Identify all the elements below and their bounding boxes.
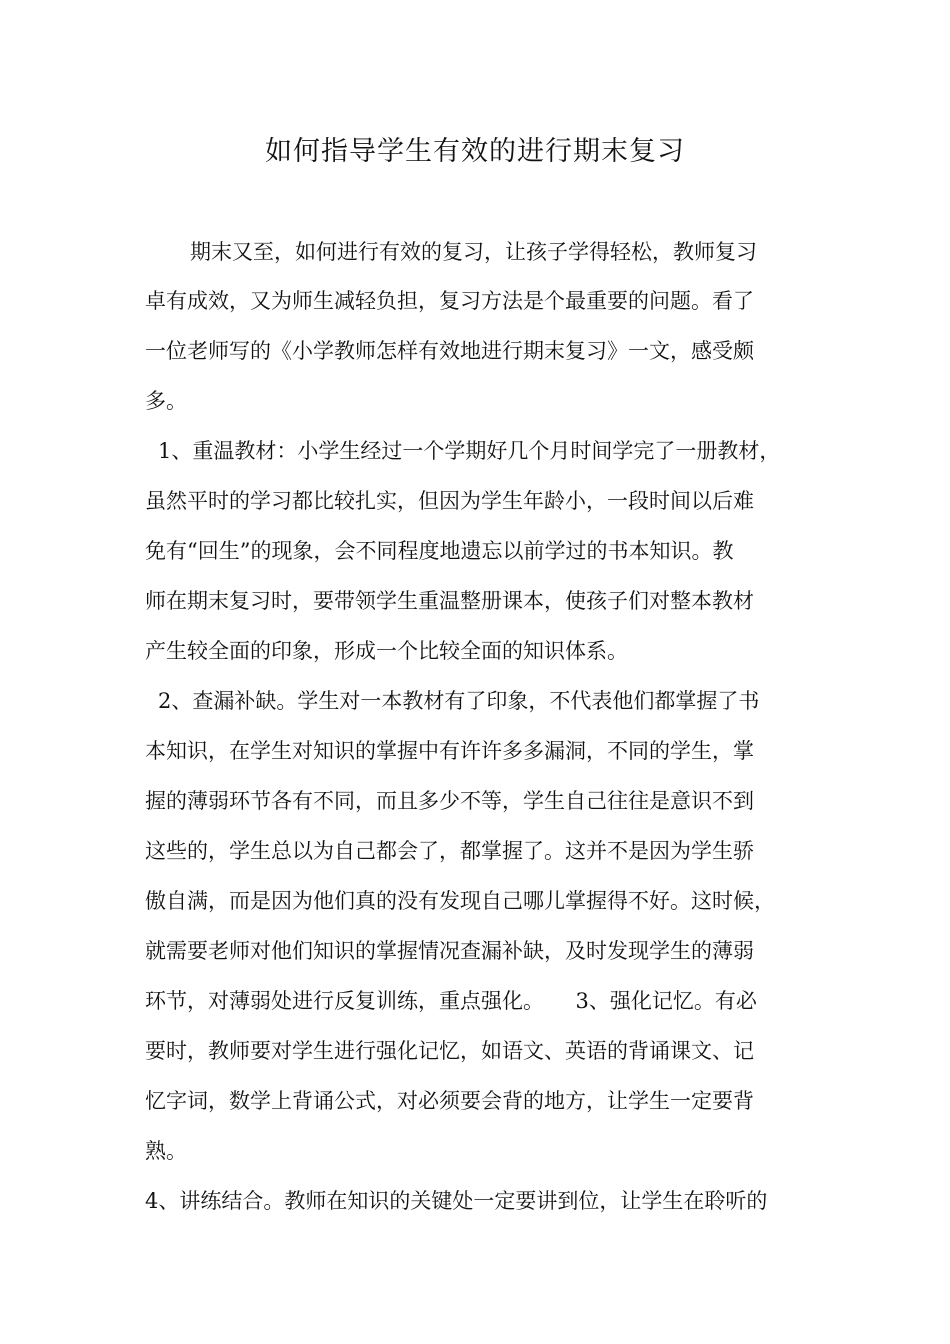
- paragraph-line: 熟。: [145, 1139, 187, 1163]
- paragraph-line: 多。: [145, 389, 187, 413]
- paragraph-line: 免有“回生”的现象，会不同程度地遗忘以前学过的书本知识。教: [145, 539, 734, 563]
- paragraph-line: 卓有成效，又为师生减轻负担，复习方法是个最重要的问题。看了: [145, 289, 754, 313]
- paragraph-line: 虽然平时的学习都比较扎实，但因为学生年龄小，一段时间以后难: [145, 489, 754, 513]
- paragraph-line: 师在期末复习时，要带领学生重温整册课本，使孩子们对整本教材: [145, 589, 754, 613]
- paragraph-line: 产生较全面的印象，形成一个比较全面的知识体系。: [145, 639, 628, 663]
- paragraph-line: 握的薄弱环节各有不同，而且多少不等，学生自己往往是意识不到: [145, 789, 754, 813]
- paragraph-line: 这些的，学生总以为自己都会了，都掌握了。这并不是因为学生骄: [145, 839, 754, 863]
- paragraph-line: 就需要老师对他们知识的掌握情况查漏补缺，及时发现学生的薄弱: [145, 939, 754, 963]
- paragraph-line: 期末又至，如何进行有效的复习，让孩子学得轻松，教师复习: [190, 240, 757, 264]
- paragraph-line: 一位老师写的《小学教师怎样有效地进行期末复习》一文，感受颇: [145, 339, 754, 363]
- paragraph-line: 要时，教师要对学生进行强化记忆，如语文、英语的背诵课文、记: [145, 1039, 754, 1063]
- paragraph-line: 本知识，在学生对知识的掌握中有许许多多漏洞，不同的学生，掌: [145, 739, 754, 763]
- paragraph-line: 1、重温教材：小学生经过一个学期好几个月时间学完了一册教材，: [158, 439, 781, 463]
- document-title: 如何指导学生有效的进行期末复习: [265, 136, 685, 167]
- paragraph-line: 傲自满，而是因为他们真的没有发现自己哪儿掌握得不好。这时候，: [145, 889, 775, 913]
- paragraph-line: 2、查漏补缺。学生对一本教材有了印象，不代表他们都掌握了书: [158, 689, 760, 713]
- paragraph-line: 环节，对薄弱处进行反复训练，重点强化。 3、强化记忆。有必: [145, 989, 757, 1013]
- paragraph-line: 忆字词，数学上背诵公式，对必须要会背的地方，让学生一定要背: [145, 1089, 754, 1113]
- paragraph-line: 4、讲练结合。教师在知识的关键处一定要讲到位，让学生在聆听的: [145, 1189, 768, 1213]
